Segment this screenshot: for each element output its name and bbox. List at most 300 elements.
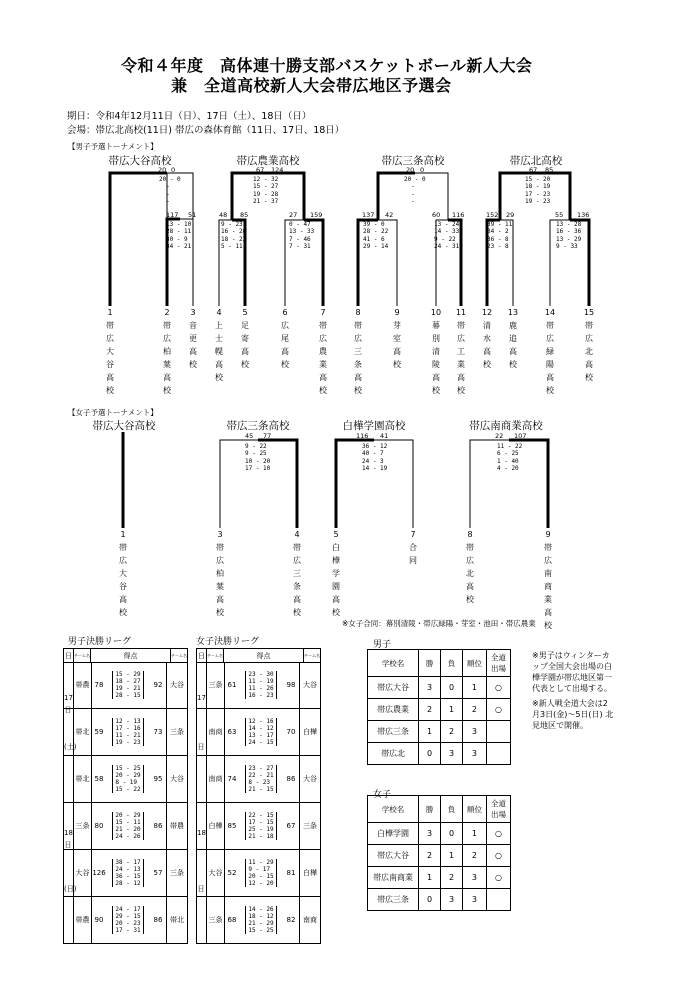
team-no: 13 (507, 308, 519, 317)
girls-league-game-row (196, 850, 321, 897)
girls-team-4 (329, 528, 343, 619)
boys-semi-6-detail: 39 - 11 34 - 2 36 - 8 23 - 8 (487, 221, 513, 250)
home-score (92, 803, 106, 849)
boys-team-6 (278, 306, 292, 371)
home-score (225, 756, 239, 802)
away-score-text: 67 (286, 822, 296, 830)
girls-league-day-label: 17 (197, 694, 206, 702)
col-divider (224, 897, 225, 943)
period-scores (106, 756, 150, 802)
col-divider (166, 662, 167, 708)
team-no: 2 (164, 308, 170, 317)
doc-title-line1: 令和４年度 高体連十勝支部バスケットボール新人大会 (121, 56, 533, 75)
standings-cell: 3 (419, 677, 441, 699)
away-score-text: 57 (153, 869, 163, 877)
home-team-text: 三条 (208, 916, 223, 924)
col-divider (299, 756, 300, 802)
standings-header: 学校名 (368, 796, 419, 823)
boys-winner-4: 帯広北高校 (509, 155, 563, 167)
boys-semi-5-detail: 13 - 24 14 - 33 9 - 22 24 - 31 (434, 221, 460, 250)
away-score-text: 95 (153, 775, 163, 783)
period-scores-text: 15 - 25 20 - 29 8 - 19 15 - 22 (112, 765, 143, 793)
standings-cell: 0 (441, 677, 463, 699)
standings-row (368, 845, 511, 867)
period-scores (106, 803, 150, 849)
boys-team-5 (238, 306, 252, 371)
away-score-text: 82 (286, 916, 296, 924)
col-divider (166, 756, 167, 802)
col-divider (299, 897, 300, 943)
home-score (225, 662, 239, 708)
team-no: 4 (216, 308, 222, 317)
period-scores (106, 850, 150, 896)
home-team (74, 756, 91, 802)
col-divider (299, 850, 300, 896)
team-no: 10 (430, 308, 442, 317)
girls-team-3 (290, 528, 304, 619)
team-name: 帯広柏葉高校 (216, 543, 224, 617)
boys-semi-2-score-right: 85 (240, 211, 249, 219)
home-team (74, 897, 91, 943)
standings-row (368, 823, 511, 845)
col-divider (91, 709, 92, 755)
standings-cell: 1 (441, 699, 463, 721)
girls-winner-1: 帯広大谷高校 (92, 420, 156, 432)
standings-cell (486, 889, 510, 911)
team-name: 広尾高校 (281, 321, 289, 369)
girls-league-game-row (196, 662, 321, 709)
girls-winner-3: 白樺学園高校 (342, 420, 406, 432)
standings-cell: 3 (441, 743, 463, 765)
home-team (207, 803, 224, 849)
boys-league-table (63, 648, 188, 663)
boys-semi-5-score-left: 60 (432, 211, 441, 219)
girls-winner-2: 帯広三条高校 (226, 420, 290, 432)
hdr-day: 日 (197, 649, 207, 663)
boys-semi-1-detail: 13 - 10 28 - 11 30 - 9 34 - 21 (166, 221, 192, 250)
home-score-text: 58 (94, 775, 104, 783)
girls-league-game-row (196, 897, 321, 944)
boys-semi-1-score-right: 51 (188, 211, 197, 219)
away-score (151, 850, 165, 896)
away-score (151, 803, 165, 849)
standings-cell: 3 (462, 867, 486, 889)
standings-cell: 帯広南商業 (368, 867, 419, 889)
team-name: 帯広大谷高校 (106, 321, 114, 395)
boys-team-15 (582, 306, 596, 384)
col-divider (73, 897, 74, 943)
period-scores (239, 756, 283, 802)
standings-row (368, 677, 511, 699)
home-score-text: 126 (92, 869, 106, 877)
col-divider (206, 803, 207, 849)
boys-final-4-score-right: 85 (545, 166, 554, 174)
boys-team-12 (480, 306, 494, 371)
boys-final-4-detail: 15 - 20 18 - 19 17 - 23 19 - 23 (525, 176, 551, 205)
event-venue: 会場：帯広北高校(11日) 帯広の森体育館（11日、17日、18日） (67, 125, 345, 136)
home-team-text: 大谷 (75, 869, 90, 877)
boys-team-8 (351, 306, 365, 397)
home-score-text: 78 (94, 681, 104, 689)
team-no: 6 (282, 308, 288, 317)
boys-semi-3-score-right: 159 (310, 211, 323, 219)
boys-final-2-detail: 12 - 32 15 - 27 19 - 28 21 - 37 (253, 176, 279, 205)
standings-row (368, 743, 511, 765)
boys-team-3 (186, 306, 200, 371)
away-team (300, 756, 320, 802)
boys-final-3-score-right: 0 (420, 166, 425, 174)
hdr-team2: チーム名 (304, 649, 321, 663)
period-scores-text: 23 - 30 11 - 19 11 - 26 16 - 23 (245, 671, 276, 699)
period-scores (239, 897, 283, 943)
period-scores (106, 897, 150, 943)
home-score (225, 897, 239, 943)
standings-cell: 帯広北 (368, 743, 419, 765)
team-no: 5 (333, 530, 339, 539)
hdr-team2: チーム名 (171, 649, 188, 663)
away-team (167, 756, 187, 802)
team-no: 9 (394, 308, 400, 317)
col-divider (91, 897, 92, 943)
home-team (207, 709, 224, 755)
home-score (92, 897, 106, 943)
girls-team-1 (116, 528, 130, 619)
away-score (284, 897, 298, 943)
team-name: 帯広緑陽高校 (546, 321, 554, 395)
boys-semi-3-score-left: 27 (289, 211, 298, 219)
hdr-team: チーム名 (207, 649, 224, 663)
standings-row (368, 721, 511, 743)
boys-final-1-score-left: 20 (158, 166, 167, 174)
home-score (225, 850, 239, 896)
team-name: 清水高校 (483, 321, 491, 369)
standings-cell: 3 (419, 823, 441, 845)
team-name: 白樺学園高校 (332, 543, 340, 617)
standings-header: 負 (441, 796, 463, 823)
period-scores-text: 14 - 26 18 - 12 21 - 29 15 - 25 (245, 906, 276, 934)
team-name: 鹿追高校 (509, 321, 517, 369)
away-team-text: 南商 (303, 916, 317, 924)
away-score (284, 709, 298, 755)
boys-league-day-label: (日) (64, 885, 77, 893)
standings-header: 学校名 (368, 650, 419, 677)
home-score-text: 61 (227, 681, 237, 689)
hdr-score: 得点 (91, 649, 171, 663)
girls-league-game-row (196, 803, 321, 850)
away-score (151, 756, 165, 802)
period-scores-text: 24 - 17 29 - 15 20 - 23 17 - 31 (112, 906, 143, 934)
girls-league-day-label: 日 (197, 743, 205, 751)
boys-final-3-detail: 20 - 0 - - - (404, 176, 426, 205)
home-team-text: 三条 (75, 822, 90, 830)
period-scores (106, 662, 150, 708)
home-score-text: 63 (227, 728, 237, 736)
standings-cell: 帯広農業 (368, 699, 419, 721)
boys-semi-7-score-left: 55 (555, 211, 564, 219)
period-scores-text: 11 - 29 9 - 17 20 - 15 12 - 20 (245, 859, 276, 887)
standings-cell: 0 (419, 743, 441, 765)
standings-cell (486, 743, 510, 765)
standings-cell: 3 (462, 721, 486, 743)
col-divider (73, 803, 74, 849)
standings-cell: 0 (419, 889, 441, 911)
team-name: 芽室高校 (393, 321, 401, 369)
standings-cell: 2 (462, 699, 486, 721)
away-team (167, 897, 187, 943)
away-score (284, 756, 298, 802)
period-scores-text: 12 - 16 14 - 12 13 - 17 24 - 15 (245, 718, 276, 746)
event-date: 期日：令和4年12月11日（日）、17日（土）、18日（日） (67, 111, 312, 122)
team-no: 14 (544, 308, 556, 317)
away-score (284, 662, 298, 708)
doc-title-line2: 兼 全道高校新人大会帯広地区予選会 (171, 76, 452, 95)
col-divider (206, 850, 207, 896)
home-team (74, 709, 91, 755)
col-divider (73, 662, 74, 708)
girls-match-3-score-left: 22 (495, 432, 504, 440)
standings-cell: 3 (462, 889, 486, 911)
standings-cell: 帯広三条 (368, 889, 419, 911)
col-divider (91, 662, 92, 708)
boys-semi-3-detail: 0 - 47 13 - 33 7 - 46 7 - 31 (289, 221, 315, 250)
away-team-text: 三条 (170, 869, 184, 877)
standings-cell: ○ (486, 823, 510, 845)
boys-league-game-row (63, 897, 188, 944)
standings-row (368, 867, 511, 889)
boys-semi-7-detail: 13 - 28 16 - 36 13 - 29 9 - 33 (556, 221, 582, 250)
team-name: 帯広三条高校 (293, 543, 301, 617)
team-no: 11 (455, 308, 467, 317)
standings-header: 勝 (419, 650, 441, 677)
col-divider (166, 803, 167, 849)
boys-team-1 (103, 306, 117, 397)
col-divider (224, 850, 225, 896)
period-scores-text: 38 - 17 24 - 13 36 - 15 28 - 12 (112, 859, 143, 887)
away-team (300, 850, 320, 896)
team-no: 1 (107, 308, 113, 317)
away-score (151, 709, 165, 755)
away-team (167, 709, 187, 755)
boys-semi-4-detail: 39 - 0 28 - 22 41 - 6 29 - 14 (363, 221, 389, 250)
standings-cell: 1 (419, 867, 441, 889)
standings-cell: 2 (419, 699, 441, 721)
girls-team-7 (541, 528, 555, 632)
home-score (225, 709, 239, 755)
team-no: 7 (320, 308, 326, 317)
period-scores (239, 662, 283, 708)
team-no: 3 (190, 308, 196, 317)
away-team (300, 709, 320, 755)
team-name: 帯広北高校 (466, 543, 474, 604)
home-score (225, 803, 239, 849)
home-team-text: 帯農 (75, 916, 90, 924)
boys-section-label: 【男子予選トーナメント】 (68, 142, 158, 151)
period-scores (106, 709, 150, 755)
team-no: 8 (355, 308, 361, 317)
standings-row (368, 889, 511, 911)
col-divider (206, 897, 207, 943)
col-divider (166, 897, 167, 943)
home-team-text: 白樺 (208, 822, 223, 830)
girls-winner-4: 帯広南商業高校 (469, 420, 543, 432)
standings-cell: 1 (462, 677, 486, 699)
boys-winner-3: 帯広三条高校 (381, 155, 445, 167)
team-name: 足寄高校 (241, 321, 249, 369)
home-score (92, 850, 106, 896)
standings-cell: 0 (441, 823, 463, 845)
away-score (284, 803, 298, 849)
girls-league-game-row (196, 756, 321, 803)
home-team-text: 南商 (208, 728, 223, 736)
standings-header: 順位 (462, 796, 486, 823)
col-divider (299, 803, 300, 849)
girls-league-day-label: 18 (197, 829, 206, 837)
boys-standings-label: 男子 (373, 640, 392, 650)
away-team (300, 897, 320, 943)
team-no: 8 (467, 530, 473, 539)
col-divider (206, 662, 207, 708)
away-team-text: 大谷 (303, 681, 317, 689)
col-divider (206, 709, 207, 755)
standings-header: 順位 (462, 650, 486, 677)
away-score (284, 850, 298, 896)
away-team (167, 850, 187, 896)
team-name: 帯広北高校 (585, 321, 593, 382)
period-scores (239, 850, 283, 896)
team-no: 15 (583, 308, 595, 317)
boys-league-game-row (63, 803, 188, 850)
team-no: 1 (120, 530, 126, 539)
away-score-text: 92 (153, 681, 163, 689)
girls-match-3-detail: 11 - 22 6 - 25 1 - 40 4 - 20 (497, 443, 523, 472)
home-team (207, 897, 224, 943)
boys-semi-2-score-left: 48 (219, 211, 228, 219)
boys-team-7 (316, 306, 330, 397)
away-team-text: 三条 (170, 728, 184, 736)
col-divider (73, 756, 74, 802)
standings-header: 全道 出場 (486, 796, 510, 823)
standings-cell: 帯広三条 (368, 721, 419, 743)
boys-semi-1-score-left: 117 (166, 211, 179, 219)
col-divider (299, 709, 300, 755)
team-name: 上士幌高校 (215, 321, 223, 382)
home-score-text: 74 (227, 775, 237, 783)
boys-final-2-score-left: 67 (256, 166, 265, 174)
col-divider (91, 756, 92, 802)
home-team (207, 850, 224, 896)
boys-league-day-label: 18 日 (64, 829, 73, 849)
hdr-day: 日 (64, 649, 74, 663)
home-score-text: 80 (94, 822, 104, 830)
away-team-text: 三条 (303, 822, 317, 830)
boys-league-game-row (63, 662, 188, 709)
boys-semi-4-score-left: 137 (362, 211, 375, 219)
note-hokkaido-tournament: ※新人戦全道大会は2月3日(金)～5日(日) 北見地区で開催。 (532, 699, 614, 730)
girls-league-game-row (196, 709, 321, 756)
away-team-text: 白樺 (303, 869, 317, 877)
boys-league-title: 男子決勝リーグ (68, 637, 132, 647)
away-score-text: 86 (153, 916, 163, 924)
away-team-text: 白樺 (303, 728, 317, 736)
home-score (92, 662, 106, 708)
girls-league-day-label: 日 (197, 885, 205, 893)
standings-cell: 2 (419, 845, 441, 867)
girls-standings-table (367, 795, 511, 911)
col-divider (166, 850, 167, 896)
col-divider (224, 709, 225, 755)
hdr-score: 得点 (224, 649, 304, 663)
team-name: 帯広大谷高校 (119, 543, 127, 617)
girls-league-table (196, 648, 321, 663)
standings-cell: 2 (441, 721, 463, 743)
boys-winner-2: 帯広農業高校 (236, 155, 300, 167)
team-name: 帯広柏葉高校 (163, 321, 171, 395)
standings-cell: 3 (462, 743, 486, 765)
away-team-text: 帯農 (170, 822, 184, 830)
standings-cell: ○ (486, 867, 510, 889)
team-no: 12 (481, 308, 493, 317)
boys-final-2-score-right: 124 (271, 166, 284, 174)
home-team (74, 662, 91, 708)
col-divider (299, 662, 300, 708)
standings-cell: ○ (486, 699, 510, 721)
home-score-text: 90 (94, 916, 104, 924)
period-scores-text: 15 - 29 18 - 27 19 - 21 28 - 15 (112, 671, 143, 699)
boys-league-day-label: (土) (64, 743, 77, 751)
period-scores-text: 23 - 27 22 - 21 8 - 23 21 - 15 (245, 765, 276, 793)
girls-match-1-score-left: 45 (245, 432, 254, 440)
girls-team-2 (213, 528, 227, 619)
standings-cell: 帯広大谷 (368, 845, 419, 867)
standings-header: 全道 出場 (486, 650, 510, 677)
standings-header: 負 (441, 650, 463, 677)
standings-header: 勝 (419, 796, 441, 823)
away-score-text: 86 (153, 822, 163, 830)
hdr-team: チーム名 (74, 649, 91, 663)
standings-cell: ○ (486, 677, 510, 699)
boys-final-1-score-right: 0 (171, 166, 176, 174)
team-name: 幕別清陵高校 (432, 321, 440, 395)
boys-semi-6-score-left: 152 (486, 211, 499, 219)
boys-semi-4-score-right: 42 (385, 211, 394, 219)
period-scores (239, 803, 283, 849)
away-score-text: 81 (286, 869, 296, 877)
girls-match-3-score-right: 107 (514, 432, 527, 440)
away-score (151, 662, 165, 708)
period-scores-text: 12 - 13 17 - 16 11 - 21 19 - 23 (112, 718, 143, 746)
standings-cell: 1 (419, 721, 441, 743)
girls-section-label: 【女子予選トーナメント】 (68, 408, 158, 417)
away-team (167, 662, 187, 708)
girls-combined-note: ※女子合同：幕別清陵・帯広緑陽・芽室・池田・帯広農業 (342, 619, 536, 628)
home-team-text: 帯北 (75, 728, 90, 736)
team-no: 7 (410, 530, 416, 539)
home-score-text: 59 (94, 728, 104, 736)
period-scores-text: 22 - 15 17 - 15 25 - 19 21 - 18 (245, 812, 276, 840)
standings-cell: 帯広大谷 (368, 677, 419, 699)
boys-team-13 (506, 306, 520, 371)
boys-semi-7-score-right: 136 (577, 211, 590, 219)
girls-league-title: 女子決勝リーグ (196, 637, 260, 647)
boys-final-3-score-left: 20 (406, 166, 415, 174)
boys-league-day-label: 17 日 (64, 694, 73, 714)
away-score-text: 98 (286, 681, 296, 689)
home-score-text: 68 (227, 916, 237, 924)
girls-match-2-score-right: 41 (380, 432, 389, 440)
away-team-text: 大谷 (170, 681, 184, 689)
girls-match-1-score-right: 77 (263, 432, 272, 440)
col-divider (224, 803, 225, 849)
